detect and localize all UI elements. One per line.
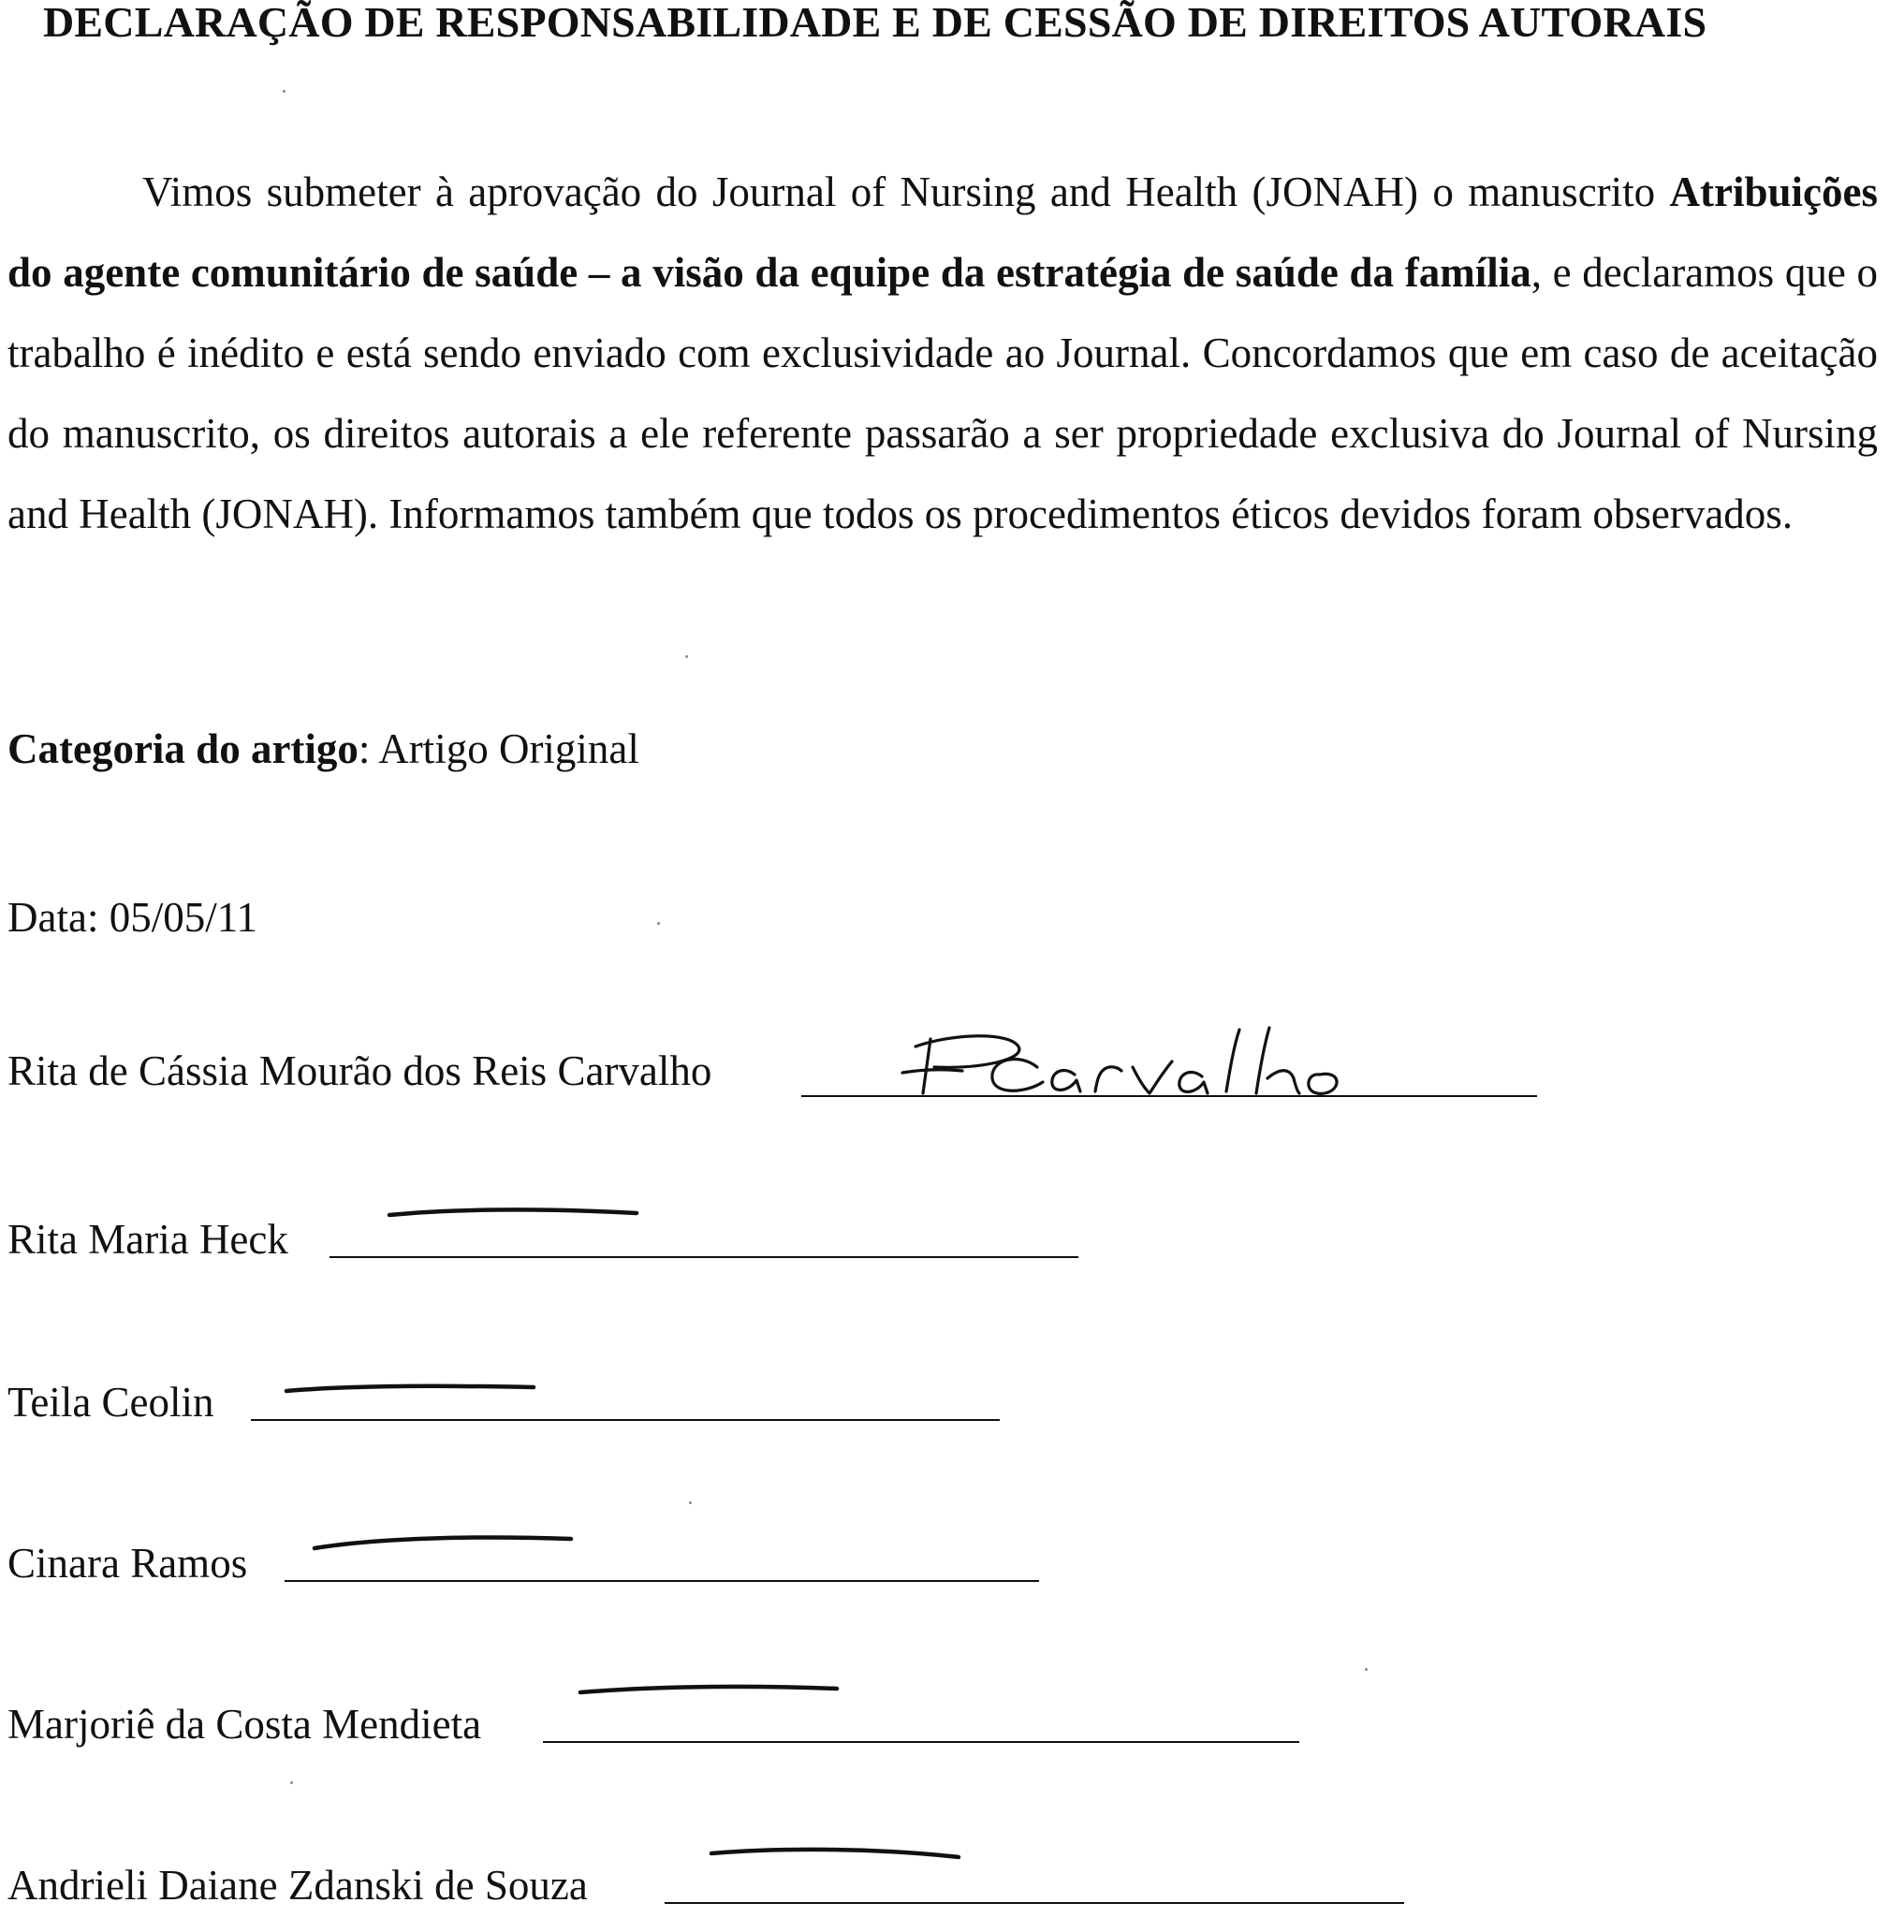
scan-speck <box>283 90 286 93</box>
scan-speck <box>689 1501 692 1504</box>
category-separator: : <box>358 725 379 772</box>
author-name: Teila Ceolin <box>7 1379 214 1426</box>
category-label: Categoria do artigo <box>7 725 359 772</box>
signature-stroke <box>704 1842 966 1866</box>
signature-line <box>330 1256 1078 1258</box>
author-name: Andrieli Daiane Zdanski de Souza <box>7 1862 588 1909</box>
signature-row <box>7 1213 1084 1269</box>
author-name: Cinara Ramos <box>7 1540 248 1587</box>
author-name: Rita de Cássia Mourão dos Reis Carvalho <box>7 1047 712 1094</box>
signature-row <box>7 1045 1543 1101</box>
declaration-paragraph <box>7 152 1878 554</box>
scan-speck <box>657 922 660 925</box>
author-name: Rita Maria Heck <box>7 1216 288 1263</box>
scan-speck <box>290 1781 293 1784</box>
signature-row <box>7 1698 1309 1754</box>
scan-speck <box>685 655 688 658</box>
signature-line <box>665 1902 1404 1904</box>
signature-line <box>543 1741 1299 1743</box>
scan-speck <box>1365 1668 1368 1671</box>
signature-stroke <box>573 1679 844 1702</box>
declaration-rest: , e declaramos que o trabalho é inédito e está sendo enviado com exclusividade ao Journal. Concordamos que em caso de aceitação do manuscrito, os direitos autorais a ele referente passarão a ser propriedade exclusiva do Journal of Nursing and Health (JONAH). Informamos também que todos os procedimentos éticos devidos foram observados. <box>7 249 1879 537</box>
manuscript-title: Atribuições do agente comunitário de saúde – a visão da equipe da estratégia de saúde da família <box>7 168 1878 296</box>
signature-row <box>7 1376 1009 1432</box>
signature-stroke <box>382 1202 644 1224</box>
signature-stroke <box>279 1378 541 1400</box>
signature-line <box>251 1419 1000 1421</box>
signature-stroke <box>307 1531 579 1556</box>
article-category <box>7 723 639 775</box>
author-name: Marjoriê da Costa Mendieta <box>7 1701 482 1748</box>
date-label: Data: <box>7 894 99 941</box>
document-title: DECLARAÇÃO DE RESPONSABILIDADE E DE CESSÃO DE DIREITOS AUTORAIS <box>43 0 1707 46</box>
signature-row <box>7 1859 1412 1915</box>
signature-row <box>7 1537 1047 1593</box>
handwritten-signature <box>897 1026 1365 1110</box>
signature-line <box>285 1580 1039 1582</box>
declaration-intro: Vimos submeter à aprovação do Journal of Nursing and Health (JONAH) o manuscrito <box>142 168 1670 215</box>
category-value: Artigo Original <box>378 725 639 772</box>
date-value: 05/05/11 <box>109 894 258 941</box>
date-field <box>7 891 257 944</box>
